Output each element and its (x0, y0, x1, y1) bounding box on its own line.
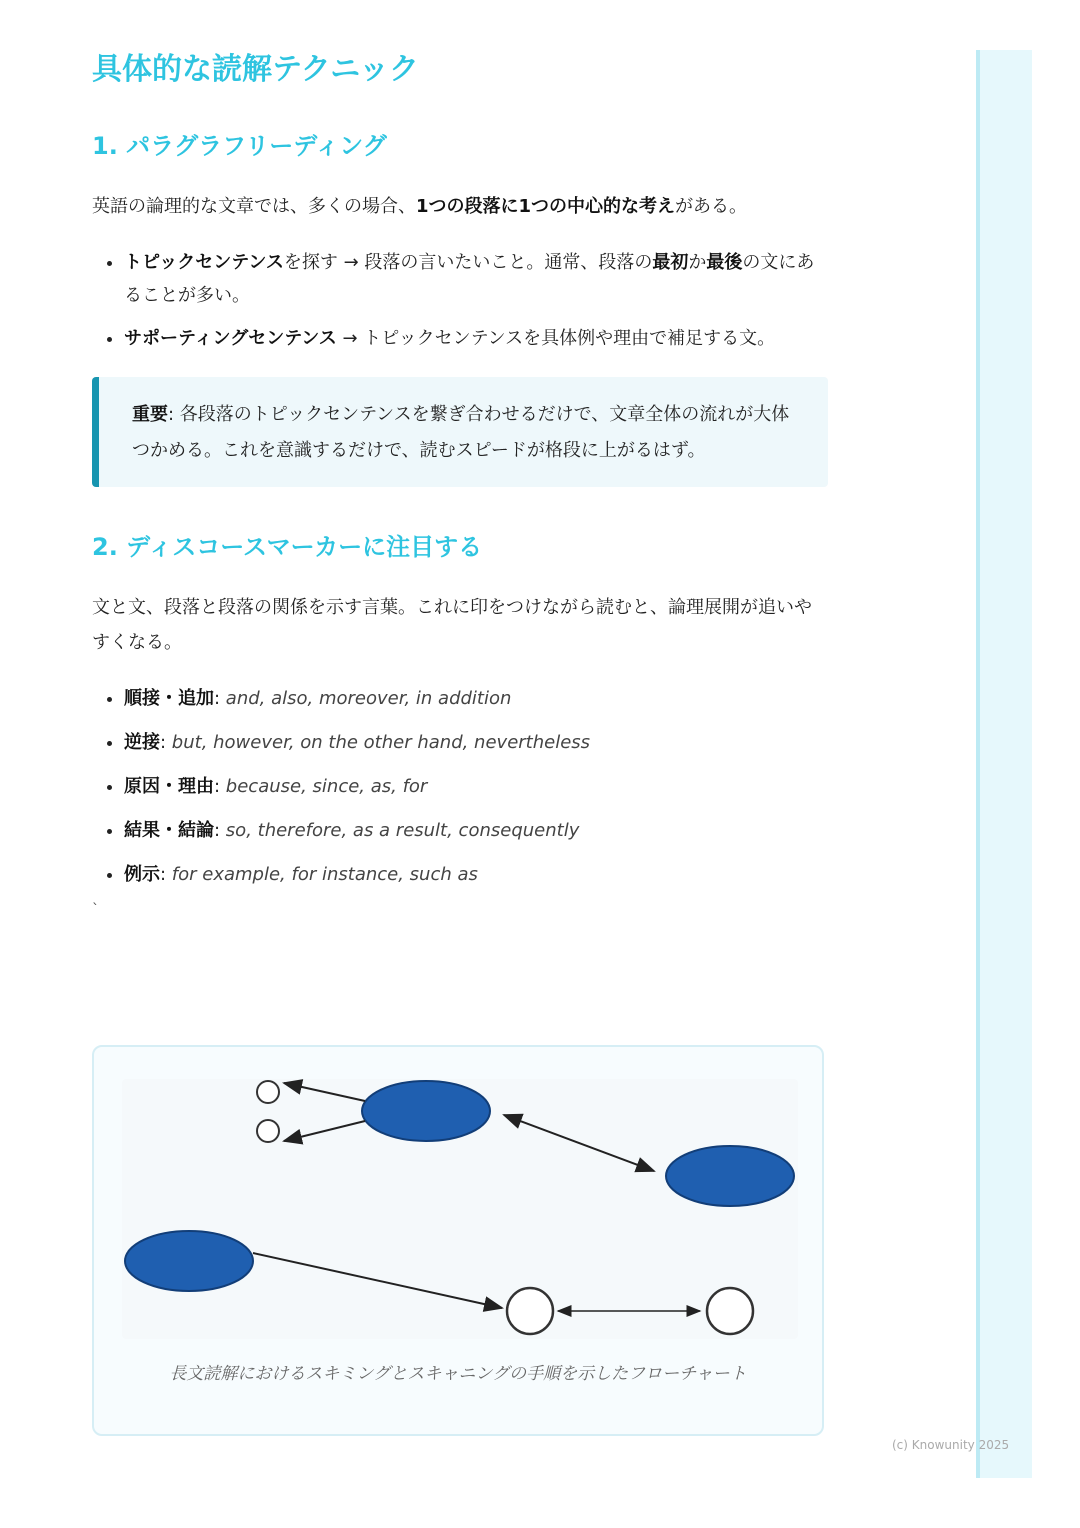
figure-caption: 長文読解におけるスキミングとスキャニングの手順を示したフローチャート (169, 1364, 747, 1384)
bullet-bold: サポーティングセンテンス (124, 328, 337, 349)
bullet-text: の文にあることが多い。 (124, 252, 815, 306)
bullet-text: → トピックセンテンスを具体例や理由で補足する文。 (336, 328, 776, 349)
important-callout (92, 377, 828, 487)
callout-text: : 各段落のトピックセンテンスを繋ぎ合わせるだけで、文章全体の流れが大体つかめる。これを意識するだけで、読むスピードが格段に上がるはず。 (132, 404, 790, 461)
bullet-text: か (688, 252, 707, 273)
small-node-circle (257, 1120, 279, 1142)
marker-examples: but, however, on the other hand, nevertheless (171, 732, 591, 753)
main-node-ellipse (666, 1146, 794, 1206)
flowchart-diagram (122, 1079, 798, 1339)
marker-label: 原因・理由 (124, 776, 214, 797)
section2-intro: 文と文、段落と段落の関係を示す言葉。これに印をつけながら読むと、論理展開が追いやすくなる。 (92, 597, 812, 653)
list-item (124, 246, 828, 312)
page-title: 具体的な読解テクニック (92, 52, 419, 87)
intro-text: 英語の論理的な文章では、多くの場合、 (92, 196, 416, 217)
section1-heading: 1. パラグラフリーディング (92, 132, 387, 160)
list-item: • 結果・結論: so, therefore, as a result, consequently (124, 814, 828, 848)
marker-label: 例示 (124, 864, 160, 885)
list-item: • 例示: for example, for instance, such as (124, 858, 828, 892)
marker-examples: because, since, as, for (225, 776, 428, 797)
list-item: • 原因・理由: because, since, as, for (124, 770, 828, 804)
side-decoration (976, 50, 1032, 1478)
bullet-bold: 最初 (652, 252, 689, 273)
section2-heading: 2. ディスコースマーカーに注目する (92, 533, 483, 561)
bullet-bold: 最後 (706, 252, 743, 273)
large-node-circle (507, 1288, 553, 1334)
flowchart-figure (92, 1045, 824, 1436)
list-item: • 順接・追加: and, also, moreover, in addition (124, 682, 828, 716)
main-node-ellipse (125, 1231, 253, 1291)
discourse-marker-list (92, 682, 828, 892)
section1-intro (92, 189, 828, 224)
marker-examples: and, also, moreover, in addition (225, 688, 512, 709)
marker-examples: for example, for instance, such as (171, 864, 478, 885)
list-item (124, 322, 828, 355)
small-node-circle (257, 1081, 279, 1103)
section1-bullets (92, 246, 828, 355)
bullet-text: を探す → 段落の言いたいこと。通常、段落の (283, 252, 653, 273)
intro-bold: 1つの段落に1つの中心的な考え (416, 196, 676, 217)
large-node-circle (707, 1288, 753, 1334)
intro-text-end: がある。 (675, 196, 748, 217)
copyright: (c) Knowunity 2025 (892, 1438, 1010, 1452)
bullet-bold: トピックセンテンス (124, 252, 284, 273)
stray-mark: ` (92, 902, 99, 918)
marker-label: 結果・結論 (124, 820, 214, 841)
callout-label: 重要 (132, 404, 168, 425)
main-node-ellipse (362, 1081, 490, 1141)
main-content (92, 44, 828, 922)
list-item: • 逆接: but, however, on the other hand, nevertheless (124, 726, 828, 760)
marker-examples: so, therefore, as a result, consequently (225, 820, 580, 841)
marker-label: 逆接 (124, 732, 160, 753)
marker-label: 順接・追加 (124, 688, 214, 709)
